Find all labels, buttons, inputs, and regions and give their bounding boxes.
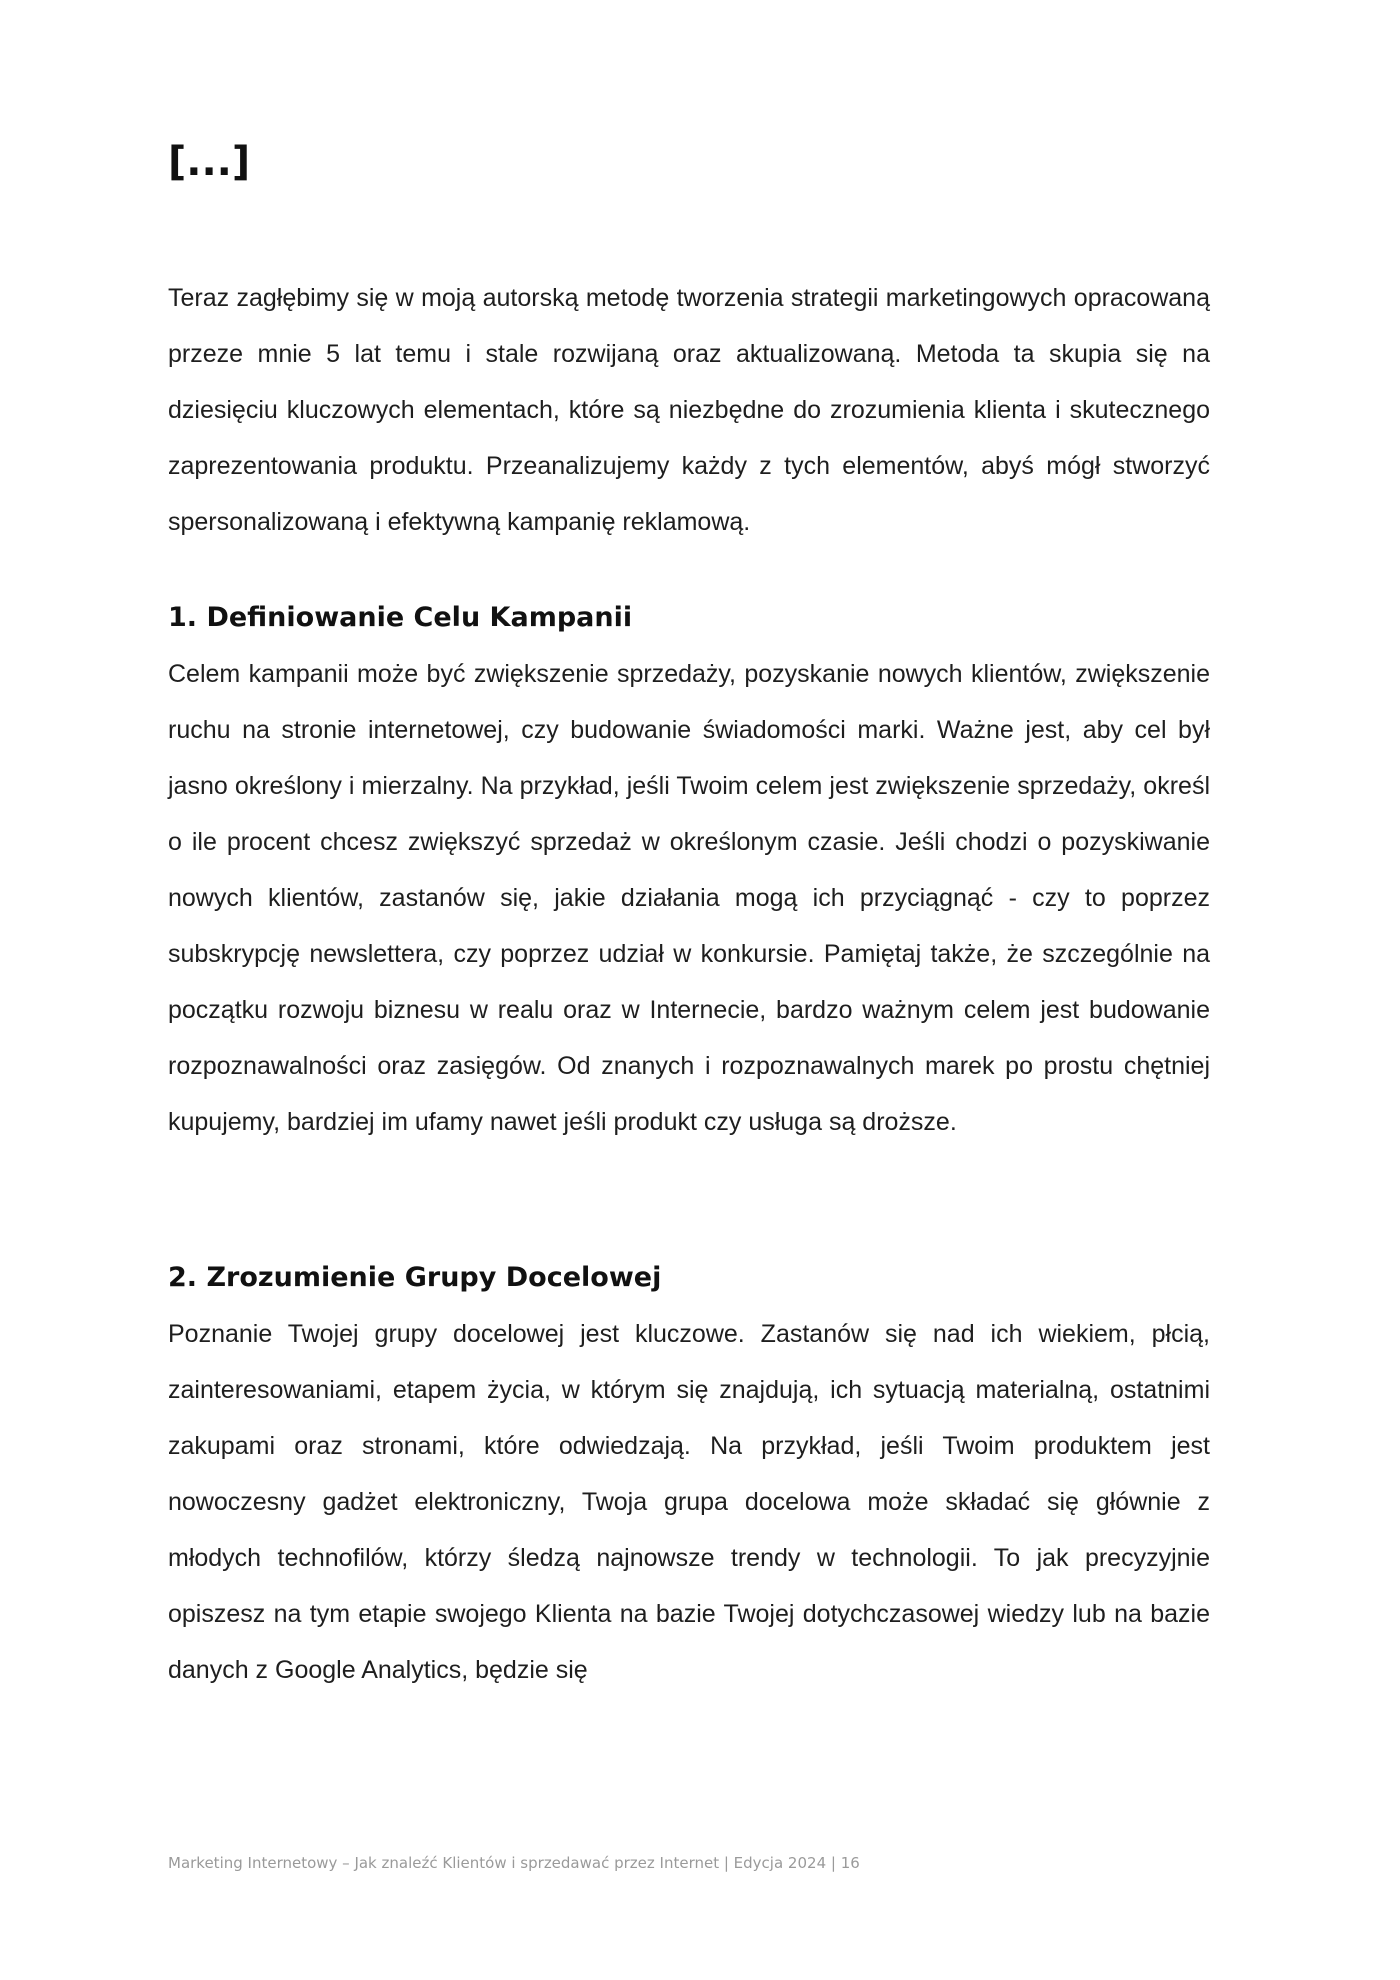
page-footer: Marketing Internetowy – Jak znaleźć Klientów i sprzedawać przez Internet | Edycja 2024 | 16: [168, 1854, 860, 1872]
section-marker: [...]: [168, 139, 251, 185]
intro-paragraph: Teraz zagłębimy się w moją autorską metodę tworzenia strategii marketingowych opracowaną przeze mnie 5 lat temu i stale rozwijaną oraz aktualizowaną. Metoda ta skupia się na dziesięciu kluczowych elementach, które są niezbędne do zrozumienia klienta i skutecznego zaprezentowania produktu. Przeanalizujemy każdy z tych elementów, abyś mógł stworzyć spersonalizowaną i efektywną kampanię reklamową.: [168, 284, 1210, 536]
section-body-campaign-goal: Celem kampanii może być zwiększenie sprzedaży, pozyskanie nowych klientów, zwiększenie ruchu na stronie internetowej, czy budowanie świadomości marki. Ważne jest, aby cel był jasno określony i mierzalny. Na przykład, jeśli Twoim celem jest zwiększenie sprzedaży, określ o ile procent chcesz zwiększyć sprzedaż w określonym czasie. Jeśli chodzi o pozyskiwanie nowych klientów, zastanów się, jakie działania mogą ich przyciągnąć - czy to poprzez subskrypcję newslettera, czy poprzez udział w konkursie. Pamiętaj także, że szczególnie na początku rozwoju biznesu w realu oraz w Internecie, bardzo ważnym celem jest budowanie rozpoznawalności oraz zasięgów. Od znanych i rozpoznawalnych marek po prostu chętniej kupujemy, bardziej im ufamy nawet jeśli produkt czy usługa są droższe.: [168, 660, 1210, 1136]
section-heading-campaign-goal: 1. Definiowanie Celu Kampanii: [168, 602, 633, 633]
section-body-target-group: Poznanie Twojej grupy docelowej jest kluczowe. Zastanów się nad ich wiekiem, płcią, zainteresowaniami, etapem życia, w którym się znajdują, ich sytuacją materialną, ostatnimi zakupami oraz stronami, które odwiedzają. Na przykład, jeśli Twoim produktem jest nowoczesny gadżet elektroniczny, Twoja grupa docelowa może składać się głównie z młodych technofilów, którzy śledzą najnowsze trendy w technologii. To jak precyzyjnie opiszesz na tym etapie swojego Klienta na bazie Twojej dotychczasowej wiedzy lub na bazie danych z Google Analytics, będzie się: [168, 1320, 1210, 1684]
section-heading-target-group: 2. Zrozumienie Grupy Docelowej: [168, 1262, 662, 1293]
page-content: [168, 138, 1210, 1698]
section-spacer: [168, 1150, 1210, 1250]
